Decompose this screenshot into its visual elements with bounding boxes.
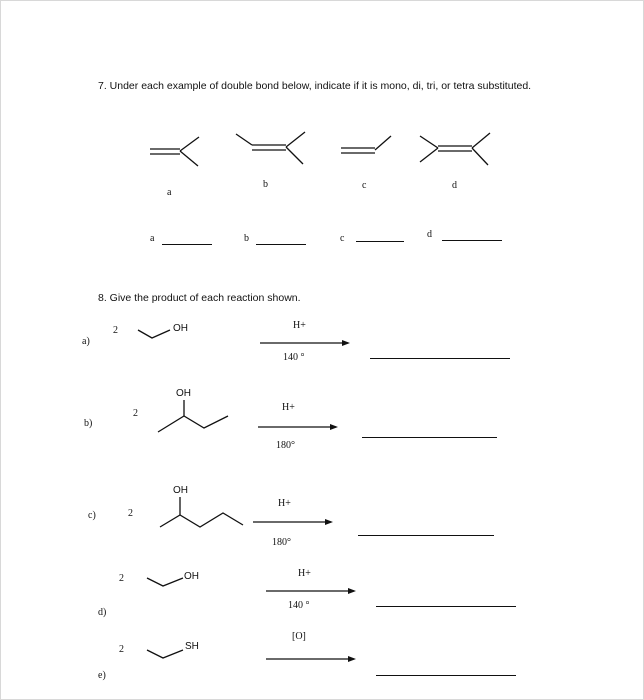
reaction-e-arrow [266,654,358,664]
answer-label-b: b [244,233,249,244]
reaction-e-reagent: [O] [292,631,306,642]
reaction-d-reagent: H+ [298,568,311,579]
reaction-e-answer[interactable] [376,675,516,676]
reaction-c-arrow [253,517,335,527]
reaction-b-group: OH [176,388,191,399]
reaction-d-answer[interactable] [376,606,516,607]
alkene-structure-c [335,130,405,170]
reaction-b-structure [150,398,240,438]
reaction-b-coefficient: 2 [133,408,138,419]
reaction-c-label: c) [88,510,96,521]
reaction-a-group: OH [173,323,188,334]
reaction-b-condition: 180° [276,440,295,451]
reaction-d-condition: 140 ° [288,600,310,611]
reaction-d-coefficient: 2 [119,573,124,584]
reaction-a-answer[interactable] [370,358,510,359]
reaction-d-group: OH [184,571,199,582]
reaction-a-label: a) [82,336,90,347]
reaction-b-arrow [258,422,340,432]
reaction-a-arrow [260,338,352,348]
alkene-structure-d [412,128,512,172]
reaction-b-label: b) [84,418,93,429]
reaction-e-group: SH [185,641,199,652]
reaction-a-coefficient: 2 [113,325,118,336]
answer-label-d: d [427,229,432,240]
reaction-c-reagent: H+ [278,498,291,509]
reaction-c-coefficient: 2 [128,508,133,519]
answer-blank-b[interactable] [256,244,306,245]
reaction-a-reagent: H+ [293,320,306,331]
reaction-b-answer[interactable] [362,437,497,438]
question-8-text: 8. Give the product of each reaction shown. [98,292,301,304]
alkene-structure-a [140,130,210,170]
reaction-c-condition: 180° [272,537,291,548]
alkene-structure-b [228,128,318,168]
reaction-d-arrow [266,586,358,596]
structure-label-b: b [263,179,268,190]
answer-blank-a[interactable] [162,244,212,245]
structure-label-a: a [167,187,172,198]
answer-blank-d[interactable] [442,240,502,241]
reaction-c-group: OH [173,485,188,496]
answer-label-c: c [340,233,345,244]
answer-label-a: a [150,233,155,244]
reaction-b-reagent: H+ [282,402,295,413]
reaction-e-coefficient: 2 [119,644,124,655]
answer-blank-c[interactable] [356,241,404,242]
reaction-c-answer[interactable] [358,535,494,536]
structure-label-d: d [452,180,457,191]
reaction-a-condition: 140 ° [283,352,305,363]
question-7-text: 7. Under each example of double bond below, indicate if it is mono, di, tri, or tetra substituted. [98,80,532,92]
reaction-e-label: e) [98,670,106,681]
reaction-d-label: d) [98,607,107,618]
structure-label-c: c [362,180,367,191]
reaction-c-structure [155,495,255,535]
